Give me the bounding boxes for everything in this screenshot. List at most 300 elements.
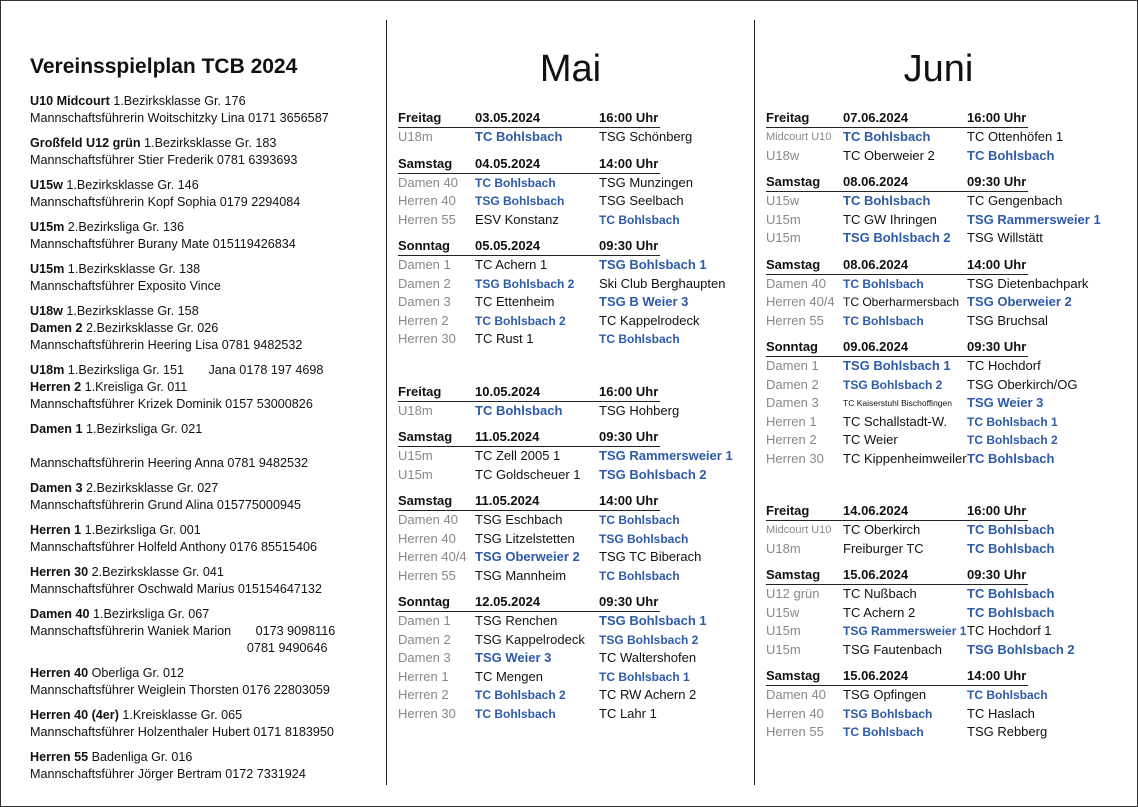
match-date: 07.06.2024 — [843, 110, 909, 125]
home-team: TC Bohlsbach — [475, 706, 556, 721]
home-team: TC Bohlsbach — [843, 725, 924, 739]
team-entry — [30, 362, 375, 413]
match-day-block — [398, 429, 743, 484]
home-team: TC Bohlsbach — [843, 193, 931, 208]
away-team: TC Ottenhöfen 1 — [967, 129, 1064, 144]
team-info: Mannschaftsführer Exposito Vince — [30, 279, 221, 293]
match-team: Damen 3 — [398, 650, 451, 665]
team-line — [30, 564, 375, 581]
team-entry — [30, 261, 375, 295]
away-team: TSG Rebberg — [967, 724, 1048, 739]
away-team: TSG Bohlsbach 1 — [599, 613, 707, 628]
team-info: 1.Bezirksklasse Gr. 138 — [64, 262, 201, 276]
match-team: Midcourt U10 — [766, 131, 832, 143]
spacer — [398, 358, 743, 384]
team-line — [30, 152, 375, 169]
away-team: TSG Seelbach — [599, 193, 684, 208]
match-team: U15w — [766, 193, 800, 208]
away-team: TSG Dietenbachpark — [967, 275, 1089, 291]
team-line — [30, 455, 375, 472]
match-team: Damen 3 — [398, 294, 451, 309]
weekday: Samstag — [398, 155, 453, 171]
home-team: TC Mengen — [475, 668, 543, 684]
away-team: TSG Bohlsbach 1 — [599, 257, 707, 272]
match-row — [398, 211, 743, 230]
match-team: Herren 40 — [398, 193, 456, 208]
weekday: Sonntag — [766, 339, 818, 354]
team-line — [30, 539, 375, 556]
match-day-block — [766, 668, 1126, 742]
team-info: 2.Bezirksklasse Gr. 026 — [82, 321, 219, 335]
match-row — [766, 192, 1126, 211]
column-divider-2 — [754, 20, 755, 785]
match-day-header — [398, 384, 660, 402]
team-line — [30, 480, 375, 497]
weekday: Freitag — [766, 110, 810, 125]
match-time: 09:30 Uhr — [599, 238, 659, 253]
match-time: 14:00 Uhr — [599, 493, 659, 508]
match-team: Damen 40 — [766, 687, 826, 702]
match-date: 11.05.2024 — [475, 493, 540, 508]
home-team: TSG Oberweier 2 — [475, 549, 580, 564]
match-day-header — [766, 503, 1028, 521]
match-date: 04.05.2024 — [475, 155, 541, 171]
match-team: Herren 40 — [398, 530, 456, 546]
team-line — [30, 438, 375, 455]
match-team: Herren 40/4 — [766, 294, 835, 309]
match-row — [766, 686, 1126, 705]
match-row — [398, 686, 743, 705]
match-row — [398, 312, 743, 331]
weekday: Sonntag — [398, 594, 450, 609]
home-team: TSG Bohlsbach 2 — [475, 276, 575, 291]
away-team: TC Haslach — [967, 705, 1035, 721]
away-team: Ski Club Berghaupten — [599, 275, 726, 291]
weekday: Samstag — [766, 567, 821, 582]
home-team: TSG Rammersweier 1 — [843, 624, 967, 638]
match-day-header — [766, 174, 1028, 192]
match-date: 15.06.2024 — [843, 668, 909, 683]
team-info — [30, 439, 34, 453]
match-row — [398, 466, 743, 485]
match-date: 08.06.2024 — [843, 256, 909, 272]
match-row — [766, 585, 1126, 604]
schedule-juni — [766, 110, 1126, 751]
team-entry — [30, 219, 375, 253]
team-entry — [30, 749, 375, 783]
home-team: TC Bohlsbach — [475, 129, 563, 144]
away-team: TSG Munzingen — [599, 174, 693, 190]
match-team: Herren 30 — [398, 705, 456, 721]
match-row — [766, 394, 1126, 413]
home-team: TC Schallstadt-W. — [843, 413, 948, 429]
home-team: TC Oberweier 2 — [843, 147, 935, 163]
team-entry — [30, 421, 375, 472]
match-row — [398, 256, 743, 275]
team-entry — [30, 606, 375, 657]
team-list-column — [30, 55, 375, 791]
match-day-header — [766, 339, 1028, 357]
match-row — [766, 312, 1126, 331]
match-day-block — [766, 174, 1126, 248]
match-date: 12.05.2024 — [475, 594, 541, 609]
match-row — [398, 511, 743, 530]
team-line — [30, 194, 375, 211]
away-team: TC Bohlsbach 1 — [599, 669, 690, 684]
team-line — [30, 278, 375, 295]
match-team: Herren 55 — [766, 724, 824, 739]
team-name: Damen 2 — [30, 321, 83, 335]
match-time: 09:30 Uhr — [967, 567, 1027, 582]
home-team: TC Bohlsbach — [475, 175, 556, 190]
team-line — [30, 665, 375, 682]
team-info: Mannschaftsführerin Kopf Sophia 0179 2294084 — [30, 195, 301, 209]
away-team: TSG Schönberg — [599, 129, 693, 144]
match-day-block — [766, 257, 1126, 331]
weekday: Freitag — [398, 383, 442, 399]
team-name: U15m — [30, 262, 65, 276]
team-entry — [30, 303, 375, 354]
home-team: TC Goldscheuer 1 — [475, 466, 581, 482]
match-time: 16:00 Uhr — [967, 503, 1027, 518]
weekday: Samstag — [766, 256, 821, 272]
match-team: Herren 2 — [766, 432, 817, 447]
team-name: Großfeld U12 grün — [30, 136, 141, 150]
match-team: Herren 1 — [766, 413, 817, 429]
away-team: TSG Weier 3 — [967, 395, 1044, 410]
team-entry — [30, 480, 375, 514]
team-info: 1.Bezirksklasse Gr. 146 — [62, 178, 199, 192]
team-line — [30, 236, 375, 253]
team-entry — [30, 135, 375, 169]
team-name: Herren 55 — [30, 750, 89, 764]
away-team: TSG Oberweier 2 — [967, 294, 1072, 309]
match-date: 03.05.2024 — [475, 110, 541, 125]
match-row — [398, 128, 743, 147]
home-team: TC Oberkirch — [843, 522, 921, 537]
match-team: Damen 40 — [766, 275, 826, 291]
match-team: Herren 2 — [398, 687, 449, 702]
away-team: TSG Bohlsbach 2 — [599, 466, 707, 482]
home-team: TSG Bohlsbach 2 — [843, 377, 943, 392]
match-time: 09:30 Uhr — [967, 174, 1027, 189]
match-row — [398, 402, 743, 421]
away-team: TSG Oberkirch/OG — [967, 376, 1078, 392]
team-info: Oberliga Gr. 012 — [88, 666, 185, 680]
match-row — [398, 567, 743, 586]
match-row — [766, 147, 1126, 166]
home-team: TSG Renchen — [475, 613, 558, 628]
match-team: U18m — [398, 129, 433, 144]
team-name: Damen 40 — [30, 607, 90, 621]
page-title: Vereinsspielplan TCB 2024 — [30, 55, 298, 78]
match-row — [766, 128, 1126, 147]
away-team: TC Bohlsbach — [599, 568, 680, 583]
match-row — [398, 330, 743, 349]
team-info: Mannschaftsführerin Grund Alina 015775000945 — [30, 498, 301, 512]
match-row — [766, 376, 1126, 395]
away-team: TSG Bohlsbach — [599, 531, 689, 546]
match-day-header — [766, 668, 1028, 686]
match-row — [766, 431, 1126, 450]
team-line — [30, 707, 375, 724]
team-line — [30, 219, 375, 236]
match-day-block — [766, 503, 1126, 558]
away-team: TC Waltershofen — [599, 650, 697, 665]
away-team: TSG Bohlsbach 2 — [967, 641, 1075, 657]
away-team: TC Lahr 1 — [599, 705, 657, 721]
team-entry — [30, 522, 375, 556]
team-info: 2.Bezirksliga Gr. 136 — [64, 220, 185, 234]
match-time: 14:00 Uhr — [599, 155, 659, 171]
match-date: 10.05.2024 — [475, 383, 541, 399]
match-date: 08.06.2024 — [843, 174, 909, 189]
team-name: Herren 40 (4er) — [30, 708, 119, 722]
team-line — [30, 581, 375, 598]
match-team: Herren 40 — [766, 705, 824, 721]
match-date: 14.06.2024 — [843, 503, 909, 518]
match-team: Herren 1 — [398, 668, 449, 684]
team-line — [30, 261, 375, 278]
away-team: TC Gengenbach — [967, 193, 1063, 208]
team-line — [30, 497, 375, 514]
away-team: TC Bohlsbach — [967, 147, 1055, 163]
match-team: U15w — [766, 604, 800, 620]
team-line — [30, 640, 375, 657]
away-team: TC Bohlsbach — [967, 522, 1055, 537]
home-team: TSG Fautenbach — [843, 641, 942, 657]
team-info: 2.Bezirksklasse Gr. 041 — [88, 565, 224, 579]
match-row — [766, 450, 1126, 469]
match-team: Herren 55 — [398, 211, 456, 227]
team-name: U15m — [30, 220, 65, 234]
weekday: Samstag — [398, 429, 453, 444]
spacer — [766, 477, 1126, 503]
match-row — [766, 521, 1126, 540]
home-team: TSG Kappelrodeck — [475, 631, 585, 647]
match-team: U18m — [398, 402, 433, 418]
match-team: Herren 30 — [766, 450, 824, 466]
home-team: TC Achern 2 — [843, 604, 916, 620]
team-line — [30, 749, 375, 766]
match-time: 09:30 Uhr — [967, 339, 1027, 354]
home-team: TC Zell 2005 1 — [475, 448, 561, 463]
match-team: U15m — [766, 641, 801, 657]
match-team: Herren 40/4 — [398, 549, 467, 564]
match-date: 11.05.2024 — [475, 429, 540, 444]
team-info: Mannschaftsführer Weiglein Thorsten 0176 22803059 — [30, 683, 330, 697]
home-team: TC Bohlsbach — [843, 129, 931, 144]
team-info: Mannschaftsführerin Heering Lisa 0781 9482532 — [30, 338, 303, 352]
team-info: 1.Bezirksliga Gr. 067 — [89, 607, 210, 621]
away-team: TC Bohlsbach — [967, 450, 1055, 466]
away-team: TSG Bohlsbach 2 — [599, 632, 699, 647]
team-entry — [30, 93, 375, 127]
match-time: 16:00 Uhr — [967, 110, 1027, 125]
match-team: Damen 1 — [398, 257, 451, 272]
home-team: TC Ettenheim — [475, 294, 555, 309]
home-team: TC Oberharmersbach — [843, 295, 960, 309]
team-name: U10 Midcourt — [30, 94, 110, 108]
team-line — [30, 110, 375, 127]
away-team: TSG TC Biberach — [599, 549, 702, 564]
match-team: Midcourt U10 — [766, 524, 832, 536]
home-team: TC Nußbach — [843, 586, 917, 601]
match-day-header — [398, 156, 660, 174]
weekday: Samstag — [766, 668, 821, 683]
schedule-mai — [398, 110, 743, 732]
home-team: TC Bohlsbach — [843, 276, 924, 291]
match-day-block — [766, 339, 1126, 468]
weekday: Samstag — [398, 493, 453, 508]
team-info: 2.Bezirksklasse Gr. 027 — [82, 481, 219, 495]
team-entry — [30, 177, 375, 211]
match-team: Herren 55 — [398, 567, 456, 583]
team-line — [30, 303, 375, 320]
team-line — [30, 421, 375, 438]
match-row — [766, 604, 1126, 623]
match-row — [766, 357, 1126, 376]
team-name: U15w — [30, 178, 63, 192]
match-day-block — [398, 110, 743, 147]
match-row — [766, 229, 1126, 248]
month-title-juni: Juni — [903, 48, 974, 90]
home-team: TC Bohlsbach 2 — [475, 688, 566, 702]
away-team: TC Bohlsbach — [599, 513, 680, 527]
home-team: TSG Bohlsbach 2 — [843, 230, 951, 245]
match-day-header — [398, 429, 660, 447]
match-time: 14:00 Uhr — [967, 668, 1027, 683]
match-row — [766, 705, 1126, 724]
away-team: TSG Willstätt — [967, 230, 1043, 245]
home-team: TSG Litzelstetten — [475, 530, 575, 546]
home-team: TSG Weier 3 — [475, 650, 552, 665]
away-team: TC Bohlsbach 1 — [967, 414, 1058, 429]
match-day-block — [398, 594, 743, 723]
match-row — [398, 705, 743, 724]
match-team: U18w — [766, 147, 800, 163]
weekday: Freitag — [766, 503, 810, 518]
month-title-mai: Mai — [539, 48, 602, 90]
match-row — [766, 540, 1126, 559]
match-team: U15m — [766, 211, 801, 227]
team-line — [30, 177, 375, 194]
match-row — [398, 649, 743, 668]
match-team: Damen 3 — [766, 395, 819, 410]
team-info: Mannschaftsführer Holfeld Anthony 0176 85515406 — [30, 540, 318, 554]
match-day-block — [766, 110, 1126, 165]
team-info: Mannschaftsführerin Heering Anna 0781 9482532 — [30, 456, 308, 470]
away-team: TC Bohlsbach — [967, 540, 1055, 556]
match-team: Damen 2 — [398, 275, 451, 291]
team-name: Herren 1 — [30, 523, 82, 537]
away-team: TSG Bruchsal — [967, 312, 1048, 328]
team-info: 1.Bezirksliga Gr. 021 — [82, 422, 203, 436]
match-row — [398, 293, 743, 312]
team-info: 1.Bezirksliga Gr. 151 Jana 0178 197 4698 — [64, 363, 324, 377]
home-team: TSG Bohlsbach — [475, 194, 565, 208]
team-name: Damen 3 — [30, 481, 83, 495]
match-row — [398, 548, 743, 567]
away-team: TSG Hohberg — [599, 402, 680, 418]
team-line — [30, 362, 375, 379]
home-team: TSG Mannheim — [475, 567, 567, 583]
away-team: TSG B Weier 3 — [599, 294, 689, 309]
match-day-header — [398, 493, 660, 511]
team-name: Damen 1 — [30, 422, 83, 436]
team-info: 1.Kreisklasse Gr. 065 — [118, 708, 243, 722]
match-date: 05.05.2024 — [475, 238, 541, 253]
team-info: Mannschaftsführer Stier Frederik 0781 6393693 — [30, 153, 298, 167]
match-row — [766, 622, 1126, 641]
team-list — [30, 93, 375, 783]
match-day-block — [398, 238, 743, 349]
match-date: 09.06.2024 — [843, 339, 909, 354]
team-info: Mannschaftsführerin Waniek Marion 0173 9098116 — [30, 624, 336, 638]
home-team: Freiburger TC — [843, 540, 924, 556]
away-team: TC Bohlsbach — [967, 688, 1048, 702]
away-team: TC Bohlsbach — [599, 332, 680, 346]
match-team: Damen 2 — [766, 376, 819, 392]
away-team: TC RW Achern 2 — [599, 687, 697, 702]
weekday: Sonntag — [398, 238, 450, 253]
away-team: TC Bohlsbach — [967, 586, 1055, 601]
match-time: 16:00 Uhr — [599, 110, 659, 125]
home-team: TC Weier — [843, 432, 898, 447]
away-team: TSG Rammersweier 1 — [599, 448, 733, 463]
home-team: TC Bohlsbach — [843, 313, 924, 328]
away-team: TC Bohlsbach — [599, 212, 680, 227]
home-team: TC Achern 1 — [475, 257, 548, 272]
team-line — [30, 379, 375, 396]
away-team: TC Hochdorf 1 — [967, 623, 1052, 638]
team-info: Mannschaftsführer Burany Mate 015119426834 — [30, 237, 296, 251]
away-team: TC Bohlsbach — [967, 604, 1055, 620]
match-team: U15m — [398, 466, 433, 482]
team-line — [30, 337, 375, 354]
team-line — [30, 766, 375, 783]
match-team: Damen 40 — [398, 174, 458, 190]
team-name: Herren 40 — [30, 666, 89, 680]
home-team: TC Rust 1 — [475, 331, 534, 346]
match-team: U15m — [766, 623, 801, 638]
match-day-block — [766, 567, 1126, 659]
match-team: U18m — [766, 540, 801, 556]
team-info: Mannschaftsführer Jörger Bertram 0172 7331924 — [30, 767, 306, 781]
home-team: TSG Opfingen — [843, 687, 927, 702]
match-row — [766, 211, 1126, 230]
home-team: TC Kaiserstuhl Bischoffingen — [843, 398, 952, 408]
away-team: TC Bohlsbach 2 — [967, 433, 1058, 447]
column-divider-1 — [386, 20, 387, 785]
team-line — [30, 682, 375, 699]
match-row — [766, 275, 1126, 294]
weekday: Samstag — [766, 174, 821, 189]
match-day-header — [398, 110, 660, 128]
team-line — [30, 396, 375, 413]
match-team: Herren 30 — [398, 331, 456, 346]
team-info: 1.Bezirksklasse Gr. 176 — [109, 94, 246, 108]
team-info: 1.Bezirksklasse Gr. 183 — [140, 136, 277, 150]
team-name: Herren 30 — [30, 565, 89, 579]
home-team: ESV Konstanz — [475, 211, 559, 227]
match-row — [766, 413, 1126, 432]
home-team: TC GW Ihringen — [843, 211, 937, 227]
match-day-header — [766, 257, 1028, 275]
weekday: Freitag — [398, 110, 442, 125]
away-team: TSG Rammersweier 1 — [967, 211, 1101, 227]
match-team: Damen 1 — [766, 358, 819, 373]
